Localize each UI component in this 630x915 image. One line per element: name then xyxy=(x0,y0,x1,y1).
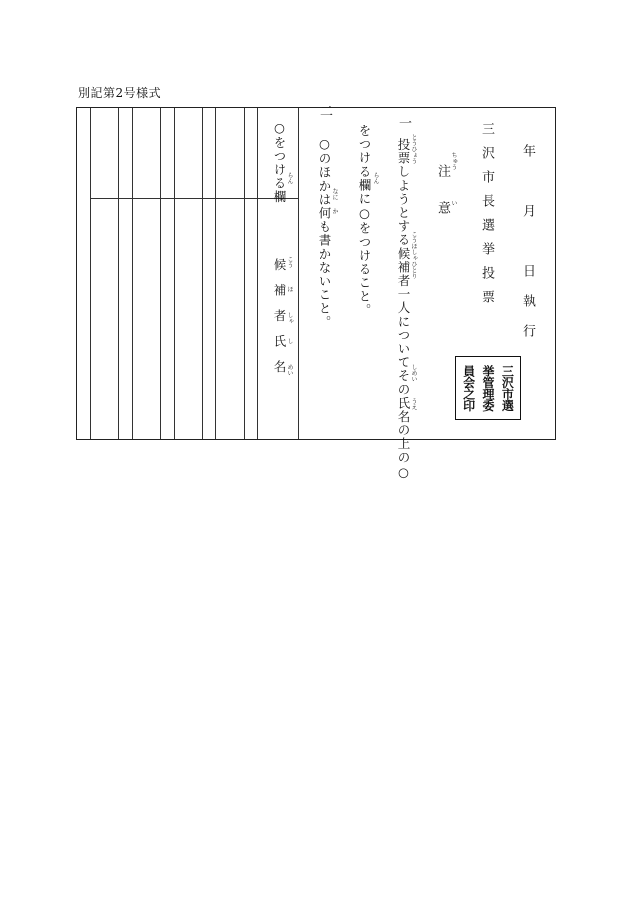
notes-heading-ruby: ちゅう xyxy=(450,152,457,170)
seal-text-col-1: 三沢市選 xyxy=(500,365,515,411)
column-line xyxy=(160,108,161,439)
note-1-ruby: しめい xyxy=(410,364,417,382)
candidate-name-ruby: めい xyxy=(286,364,293,376)
note-1-ruby: とうひょう xyxy=(410,134,417,164)
notes-heading-ruby: い xyxy=(450,200,457,206)
column-line xyxy=(244,108,245,439)
column-line xyxy=(132,108,133,439)
column-line xyxy=(118,108,119,439)
note-1-line-1: 投票しようとする候補者一人についてその氏名の上の○ xyxy=(396,138,411,481)
note-1-number: 一 xyxy=(396,116,411,131)
note-1-ruby: うえ xyxy=(410,398,417,410)
election-date-line: 年 月 日執行 xyxy=(520,144,535,354)
note-2-number: 二 xyxy=(317,104,332,119)
note-2-ruby: か xyxy=(331,208,338,214)
candidate-name-ruby: しゃ xyxy=(286,312,293,324)
note-1-ruby: らん xyxy=(372,172,379,184)
row-divider xyxy=(90,198,298,199)
column-line xyxy=(90,108,91,439)
candidate-name-ruby: こう xyxy=(286,256,293,268)
column-line xyxy=(257,108,258,439)
ballot-title: 三沢市長選挙投票 xyxy=(479,122,494,314)
column-line xyxy=(174,108,175,439)
notes-heading: 注意 xyxy=(435,164,450,238)
note-2-line: ○のほかは何も書かないこと。 xyxy=(317,136,332,329)
seal-text-col-2: 挙管理委 xyxy=(480,365,495,411)
form-number-label: 別記第2号様式 xyxy=(78,86,162,100)
column-line xyxy=(215,108,216,439)
note-2-ruby: なに xyxy=(331,188,338,200)
candidate-name-ruby: ほ xyxy=(286,286,293,292)
candidate-name-label: 候補者氏名 xyxy=(272,258,287,386)
ballot-form xyxy=(76,104,556,481)
note-1-ruby: こうほしゃひとり xyxy=(410,231,417,279)
note-1-line-2: をつける欄に○をつけること。 xyxy=(357,124,372,317)
seal-text-col-3: 員会之印 xyxy=(461,365,476,411)
column-line xyxy=(202,108,203,439)
mark-column-ruby: らん xyxy=(286,172,293,184)
mark-column-label: ○をつける欄 xyxy=(272,120,287,204)
election-committee-seal xyxy=(455,356,521,420)
candidate-name-ruby: し xyxy=(286,338,293,344)
notes-divider xyxy=(298,108,299,439)
